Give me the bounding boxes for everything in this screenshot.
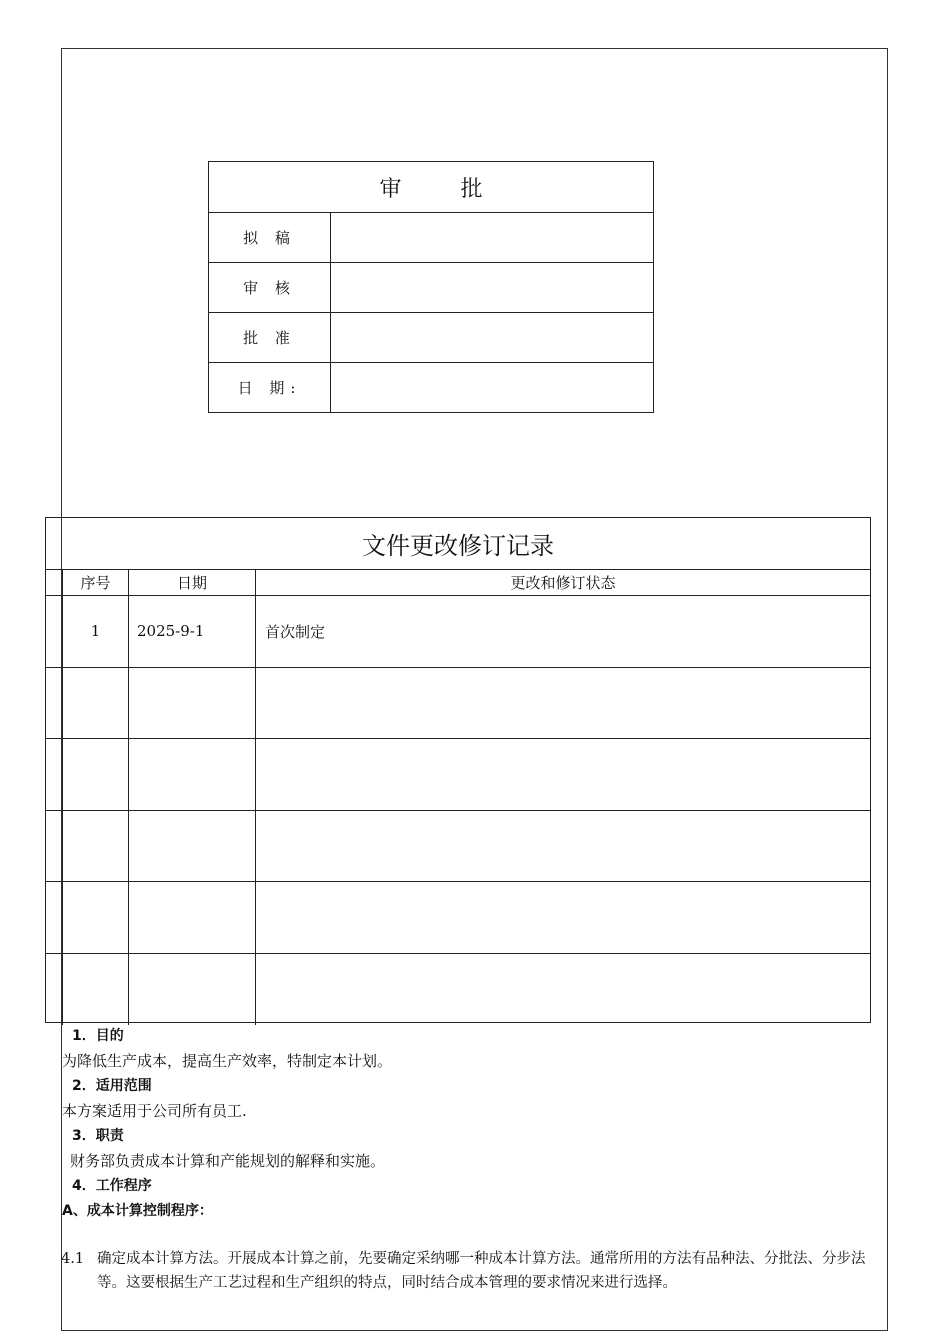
cell-date (129, 954, 256, 1026)
section-text-duty: 财务部负责成本计算和产能规划的解释和实施。 (70, 1152, 386, 1170)
approval-title: 审 批 (209, 162, 653, 213)
table-row (46, 954, 870, 1026)
cell-status (256, 811, 870, 882)
approval-table (208, 161, 654, 413)
section-text-scope: 本方案适用于公司所有员工. (62, 1102, 247, 1120)
section-heading-procedure: 4．工作程序 (72, 1178, 152, 1194)
approval-label: 审 核 (209, 263, 331, 312)
revision-title: 文件更改修订记录 (46, 518, 870, 570)
section-heading-purpose: 1．目的 (72, 1028, 124, 1044)
table-row (46, 596, 870, 668)
table-row (46, 668, 870, 740)
item-text: 确定成本计算方法。开展成本计算之前，先要确定采纳哪一种成本计算方法。通常所用的方法有品种法、分批法、分步法等。这要根据生产工艺过程和生产组织的特点，同时结合成本管理的要求情况来进行选择。 (97, 1251, 866, 1291)
approval-row-review (209, 263, 653, 313)
cell-status (256, 668, 870, 739)
cell-date: 2025-9-1 (129, 596, 256, 667)
cell-seq (63, 954, 129, 1026)
item-number: 4.1 (61, 1251, 85, 1267)
approval-label: 批 准 (209, 313, 331, 362)
cell-seq: 1 (63, 596, 129, 667)
approval-row-date (209, 363, 653, 412)
cell-status (256, 739, 870, 810)
cell-status (256, 954, 870, 1026)
revision-table (45, 517, 871, 1023)
cell-date (129, 739, 256, 810)
approval-value (331, 313, 653, 362)
cell-status (256, 882, 870, 953)
cell-date (129, 882, 256, 953)
section-text-purpose: 为降低生产成本，提高生产效率，特制定本计划。 (62, 1052, 393, 1070)
cell-seq (63, 811, 129, 882)
approval-value (331, 213, 653, 262)
table-row (46, 811, 870, 883)
procedure-item (61, 1247, 891, 1295)
header-status: 更改和修订状态 (510, 574, 616, 592)
section-heading-scope: 2．适用范围 (72, 1078, 152, 1094)
approval-label: 日 期: (209, 363, 331, 412)
sub-heading-cost-control: A、成本计算控制程序： (62, 1203, 213, 1219)
cell-status: 首次制定 (265, 622, 326, 641)
cell-seq (63, 882, 129, 953)
header-seq: 序号 (63, 570, 129, 595)
table-row (46, 882, 870, 954)
header-date: 日期 (129, 570, 256, 595)
section-heading-duty: 3．职责 (72, 1128, 124, 1144)
approval-row-approve (209, 313, 653, 363)
cell-date (129, 811, 256, 882)
cell-seq (63, 668, 129, 739)
table-row (46, 739, 870, 811)
cell-date (129, 668, 256, 739)
approval-value (331, 363, 653, 412)
approval-label: 拟 稿 (209, 213, 331, 262)
approval-value (331, 263, 653, 312)
approval-row-draft (209, 213, 653, 263)
cell-seq (63, 739, 129, 810)
revision-header-row (46, 570, 870, 596)
